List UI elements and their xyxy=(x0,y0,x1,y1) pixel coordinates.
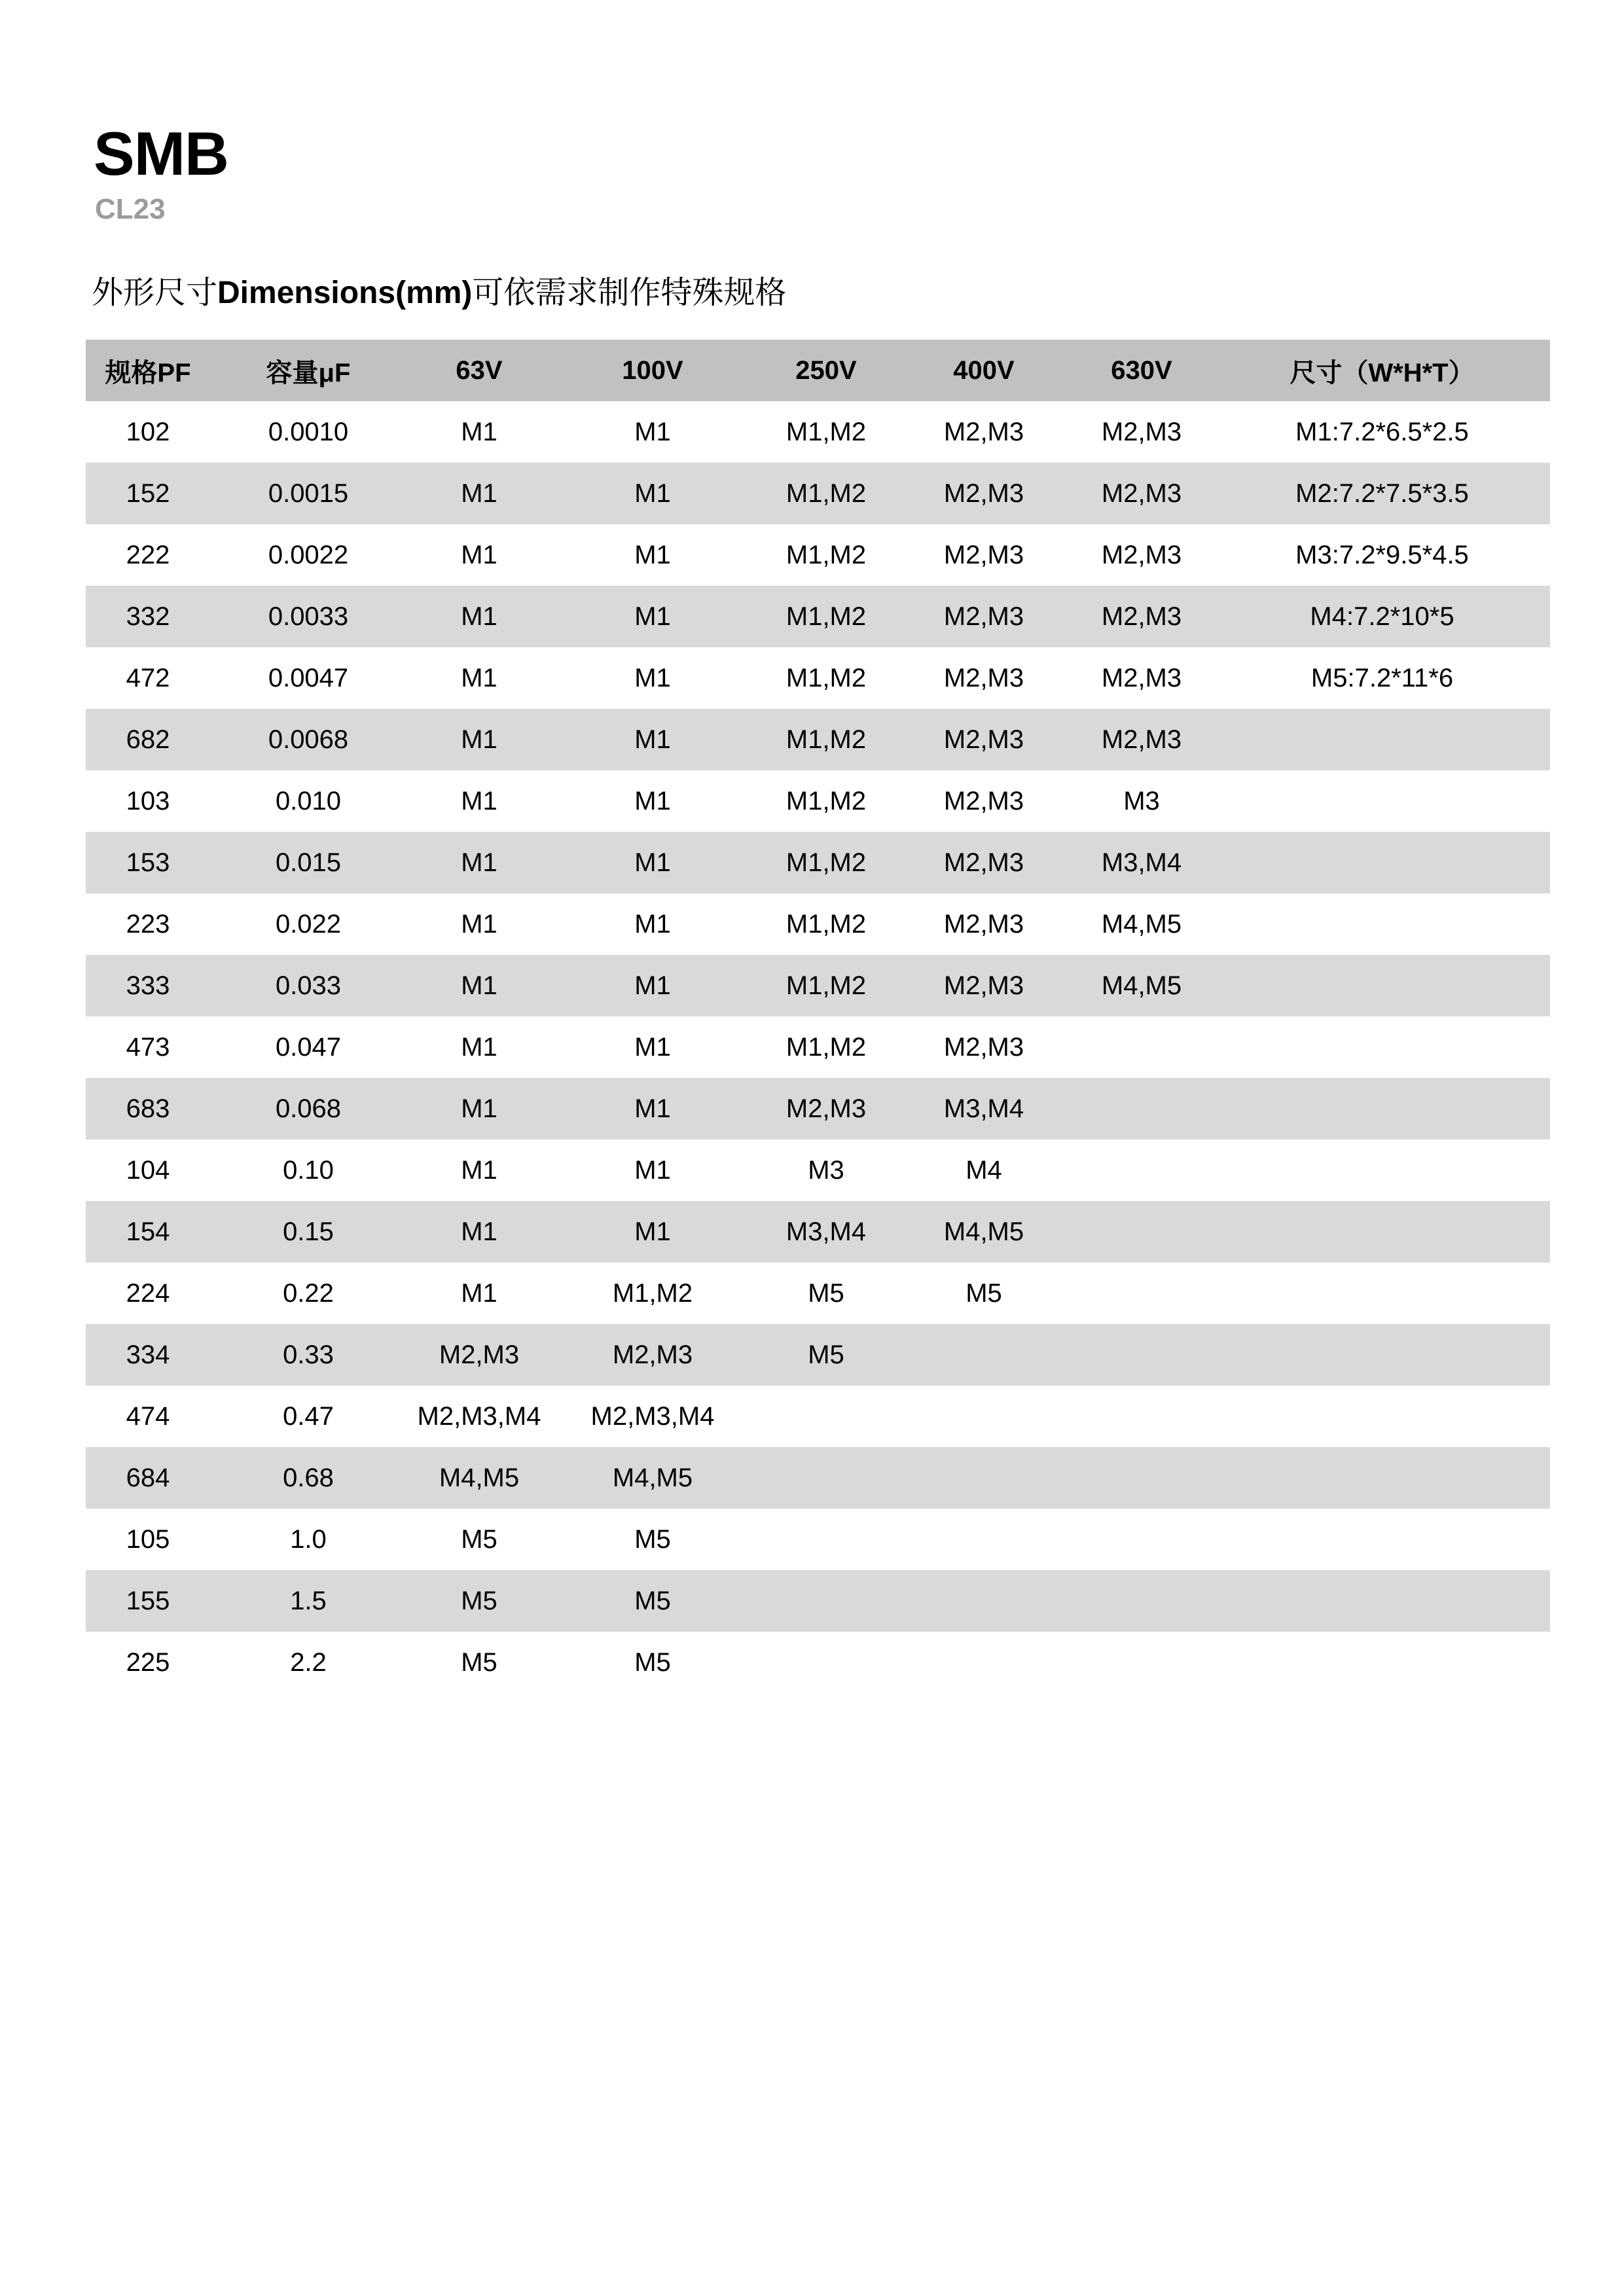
table-row xyxy=(86,1078,1550,1139)
table-cell xyxy=(1069,1570,1214,1632)
table-cell: 333 xyxy=(126,971,170,1000)
table-cell: 102 xyxy=(126,417,170,446)
table-cell: 103 xyxy=(126,786,170,816)
table-cell: 682 xyxy=(126,725,170,754)
table-cell xyxy=(1214,1570,1550,1632)
table-cell: 683 xyxy=(126,1094,170,1123)
table-cell: M1:7.2*6.5*2.5 xyxy=(1295,417,1469,446)
table-cell: M5 xyxy=(461,1586,497,1615)
table-cell: M5 xyxy=(634,1647,671,1677)
table-row xyxy=(86,647,1550,709)
table-cell: 104 xyxy=(126,1155,170,1185)
table-cell xyxy=(899,1447,1069,1509)
table-cell: M1 xyxy=(634,971,671,1000)
table-row xyxy=(86,1016,1550,1078)
table-cell xyxy=(1214,1078,1550,1139)
table-cell: M2,M3 xyxy=(943,478,1024,508)
table-row xyxy=(86,1632,1550,1693)
table-row xyxy=(86,1447,1550,1509)
table-cell: M2,M3 xyxy=(1101,478,1182,508)
table-cell xyxy=(899,1386,1069,1447)
table-cell xyxy=(1214,1201,1550,1263)
table-cell: M2,M3 xyxy=(943,725,1024,754)
table-cell: M1 xyxy=(634,417,671,446)
table-cell xyxy=(1214,709,1550,770)
table-cell: 223 xyxy=(126,909,170,939)
table-cell xyxy=(1069,1139,1214,1201)
table-cell xyxy=(1069,1016,1214,1078)
table-cell: M5 xyxy=(634,1524,671,1554)
table-cell: 0.33 xyxy=(283,1340,334,1369)
table-cell: M1 xyxy=(461,1278,497,1308)
table-cell: M5 xyxy=(965,1278,1002,1308)
table-cell: M1 xyxy=(634,601,671,631)
table-cell: M2,M3 xyxy=(612,1340,693,1369)
table-cell: 155 xyxy=(126,1586,170,1615)
table-cell xyxy=(1069,1386,1214,1447)
table-cell xyxy=(1214,770,1550,832)
table-cell: M2,M3 xyxy=(943,786,1024,816)
table-body xyxy=(86,401,1550,1693)
table-row xyxy=(86,463,1550,524)
table-cell: M1 xyxy=(634,1094,671,1123)
table-cell: 153 xyxy=(126,848,170,877)
table-cell: M2,M3,M4 xyxy=(417,1401,541,1431)
table-cell: 225 xyxy=(126,1647,170,1677)
table-row xyxy=(86,401,1550,463)
table-cell: M1 xyxy=(461,540,497,569)
table-cell xyxy=(1214,1016,1550,1078)
table-cell: M1 xyxy=(461,1032,497,1062)
table-cell: 472 xyxy=(126,663,170,692)
table-cell: 0.015 xyxy=(275,848,342,877)
table-cell xyxy=(1214,1324,1550,1386)
table-cell: M2,M3 xyxy=(943,909,1024,939)
table-cell: M1 xyxy=(461,1155,497,1185)
table-cell: 0.68 xyxy=(283,1463,334,1492)
table-cell: M3,M4 xyxy=(943,1094,1024,1123)
table-cell: M1,M2 xyxy=(785,971,867,1000)
dimensions-table xyxy=(86,340,1550,1693)
table-cell: M4:7.2*10*5 xyxy=(1310,601,1454,631)
table-cell xyxy=(1069,1324,1214,1386)
table-cell: 0.22 xyxy=(283,1278,334,1308)
table-cell: 474 xyxy=(126,1401,170,1431)
table-cell: M3 xyxy=(1123,786,1160,816)
table-cell: M1 xyxy=(634,1217,671,1246)
table-cell: 473 xyxy=(126,1032,170,1062)
table-cell: M1 xyxy=(634,540,671,569)
column-header: 400V xyxy=(953,355,1015,385)
table-cell: 0.0033 xyxy=(268,601,349,631)
table-cell xyxy=(899,1570,1069,1632)
table-cell: M1,M2 xyxy=(785,786,867,816)
table-cell: M1 xyxy=(461,848,497,877)
column-header: 容量μF xyxy=(266,358,351,387)
table-cell: M1,M2 xyxy=(785,1032,867,1062)
table-cell: 105 xyxy=(126,1524,170,1554)
table-cell: M1,M2 xyxy=(785,478,867,508)
table-cell: M1 xyxy=(634,1032,671,1062)
table-row xyxy=(86,893,1550,955)
section-heading-prefix: 外形尺寸 xyxy=(92,276,218,310)
table-cell: 0.033 xyxy=(275,971,342,1000)
table-cell: M1 xyxy=(461,478,497,508)
table-cell: 2.2 xyxy=(290,1647,327,1677)
table-cell xyxy=(1214,1509,1550,1570)
table-cell: M1 xyxy=(461,786,497,816)
table-cell: M1 xyxy=(461,601,497,631)
table-cell: M1 xyxy=(461,417,497,446)
table-row xyxy=(86,1324,1550,1386)
table-cell xyxy=(899,1509,1069,1570)
table-header-row xyxy=(86,340,1550,401)
table-cell: M5 xyxy=(808,1278,844,1308)
table-cell: M1 xyxy=(634,663,671,692)
table-cell: M2,M3 xyxy=(943,1032,1024,1062)
table-cell xyxy=(1214,1632,1550,1693)
table-cell: M3:7.2*9.5*4.5 xyxy=(1295,540,1469,569)
section-heading-dimensions: Dimensions(mm) xyxy=(217,276,473,310)
table-cell: M5 xyxy=(634,1586,671,1615)
table-cell: 332 xyxy=(126,601,170,631)
table-cell: M1 xyxy=(461,909,497,939)
table-cell xyxy=(1214,1447,1550,1509)
table-cell: M4,M5 xyxy=(439,1463,520,1492)
table-cell xyxy=(1069,1447,1214,1509)
table-cell: M2,M3 xyxy=(1101,725,1182,754)
table-cell: 0.47 xyxy=(283,1401,334,1431)
table-row xyxy=(86,524,1550,586)
table-cell: M1 xyxy=(634,909,671,939)
table-cell: M2,M3 xyxy=(785,1094,867,1123)
table-cell: M2,M3 xyxy=(1101,663,1182,692)
table-cell: M1,M2 xyxy=(785,663,867,692)
table-cell: M3 xyxy=(808,1155,844,1185)
table-cell: M2,M3 xyxy=(1101,417,1182,446)
table-cell: 0.0047 xyxy=(268,663,349,692)
table-cell xyxy=(1069,1632,1214,1693)
table-cell xyxy=(1069,1078,1214,1139)
table-cell: M1 xyxy=(634,725,671,754)
table-cell: 154 xyxy=(126,1217,170,1246)
table-cell: M1,M2 xyxy=(612,1278,693,1308)
table-cell: M5 xyxy=(461,1524,497,1554)
table-row xyxy=(86,1201,1550,1263)
table-cell: M2,M3,M4 xyxy=(590,1401,715,1431)
table-cell xyxy=(1214,1139,1550,1201)
table-cell: M5:7.2*11*6 xyxy=(1310,663,1454,692)
table-row xyxy=(86,586,1550,647)
table-cell: 684 xyxy=(126,1463,170,1492)
table-cell: 0.022 xyxy=(275,909,342,939)
table-cell: 0.010 xyxy=(275,786,342,816)
table-row xyxy=(86,770,1550,832)
table-cell: 0.0010 xyxy=(268,417,349,446)
table-cell: M1 xyxy=(461,1094,497,1123)
table-cell: M4,M5 xyxy=(1101,971,1182,1000)
column-header: 100V xyxy=(622,355,683,385)
table-cell: M1,M2 xyxy=(785,909,867,939)
table-row xyxy=(86,955,1550,1016)
table-cell xyxy=(753,1447,899,1509)
table-cell: M1 xyxy=(461,1217,497,1246)
table-cell: 224 xyxy=(126,1278,170,1308)
table-cell xyxy=(753,1386,899,1447)
table-cell: M2,M3 xyxy=(943,663,1024,692)
table-cell: 0.047 xyxy=(275,1032,342,1062)
column-header: 63V xyxy=(456,355,503,385)
table-cell: M2,M3 xyxy=(1101,601,1182,631)
table-row xyxy=(86,1139,1550,1201)
table-cell: M2,M3 xyxy=(943,540,1024,569)
table-cell: M2,M3 xyxy=(439,1340,520,1369)
table-cell: M2:7.2*7.5*3.5 xyxy=(1295,478,1469,508)
table-cell: 0.0068 xyxy=(268,725,349,754)
column-header: 250V xyxy=(795,355,857,385)
table-row xyxy=(86,709,1550,770)
table-cell: M2,M3 xyxy=(943,848,1024,877)
table-cell: 0.0022 xyxy=(268,540,349,569)
section-heading xyxy=(92,278,786,309)
table-cell: M2,M3 xyxy=(943,971,1024,1000)
table-cell: M1 xyxy=(634,786,671,816)
table-cell: M1,M2 xyxy=(785,725,867,754)
table-cell: 152 xyxy=(126,478,170,508)
table-row xyxy=(86,1509,1550,1570)
table-cell: M4 xyxy=(965,1155,1002,1185)
table-cell: 334 xyxy=(126,1340,170,1369)
table-cell: M5 xyxy=(461,1647,497,1677)
table-cell: M1,M2 xyxy=(785,601,867,631)
table-cell: 222 xyxy=(126,540,170,569)
table-cell xyxy=(1069,1201,1214,1263)
table-cell xyxy=(1214,1386,1550,1447)
table-cell: M4,M5 xyxy=(612,1463,693,1492)
table-cell: M1,M2 xyxy=(785,848,867,877)
table-cell: M1,M2 xyxy=(785,417,867,446)
column-header: 规格PF xyxy=(105,358,191,387)
section-heading-suffix: 可依需求制作特殊规格 xyxy=(472,276,787,310)
table-row xyxy=(86,832,1550,893)
table-cell: M1 xyxy=(461,663,497,692)
table-cell xyxy=(899,1632,1069,1693)
table-cell: M1,M2 xyxy=(785,540,867,569)
table-cell: M5 xyxy=(808,1340,844,1369)
table-cell: M2,M3 xyxy=(1101,540,1182,569)
table-cell xyxy=(753,1632,899,1693)
table-cell xyxy=(753,1570,899,1632)
table-cell xyxy=(1214,832,1550,893)
table-cell xyxy=(1214,893,1550,955)
table-cell xyxy=(1069,1509,1214,1570)
table-cell: M1 xyxy=(634,848,671,877)
column-header: 630V xyxy=(1111,355,1172,385)
table-cell: M4,M5 xyxy=(1101,909,1182,939)
table-cell: M2,M3 xyxy=(943,417,1024,446)
table-cell: 0.0015 xyxy=(268,478,349,508)
table-cell xyxy=(1214,1263,1550,1324)
table-cell: M3,M4 xyxy=(785,1217,867,1246)
table-cell xyxy=(1069,1263,1214,1324)
table-cell: M1 xyxy=(634,478,671,508)
table-cell: M4,M5 xyxy=(943,1217,1024,1246)
table-cell: M1 xyxy=(461,725,497,754)
table-cell: M1 xyxy=(461,971,497,1000)
table-cell xyxy=(899,1324,1069,1386)
table-row xyxy=(86,1386,1550,1447)
table-row xyxy=(86,1570,1550,1632)
table-cell xyxy=(1214,955,1550,1016)
table-cell xyxy=(753,1509,899,1570)
table-cell: 0.15 xyxy=(283,1217,334,1246)
table-cell: M3,M4 xyxy=(1101,848,1182,877)
table-cell: M1 xyxy=(634,1155,671,1185)
column-header: 尺寸（W*H*T） xyxy=(1290,358,1475,387)
product-title: SMB xyxy=(94,119,228,188)
table-cell: 1.5 xyxy=(290,1586,327,1615)
table-cell: 0.10 xyxy=(283,1155,334,1185)
table-row xyxy=(86,1263,1550,1324)
table-cell: 1.0 xyxy=(290,1524,327,1554)
model-code: CL23 xyxy=(95,193,166,225)
table-cell: M2,M3 xyxy=(943,601,1024,631)
table-cell: 0.068 xyxy=(275,1094,342,1123)
